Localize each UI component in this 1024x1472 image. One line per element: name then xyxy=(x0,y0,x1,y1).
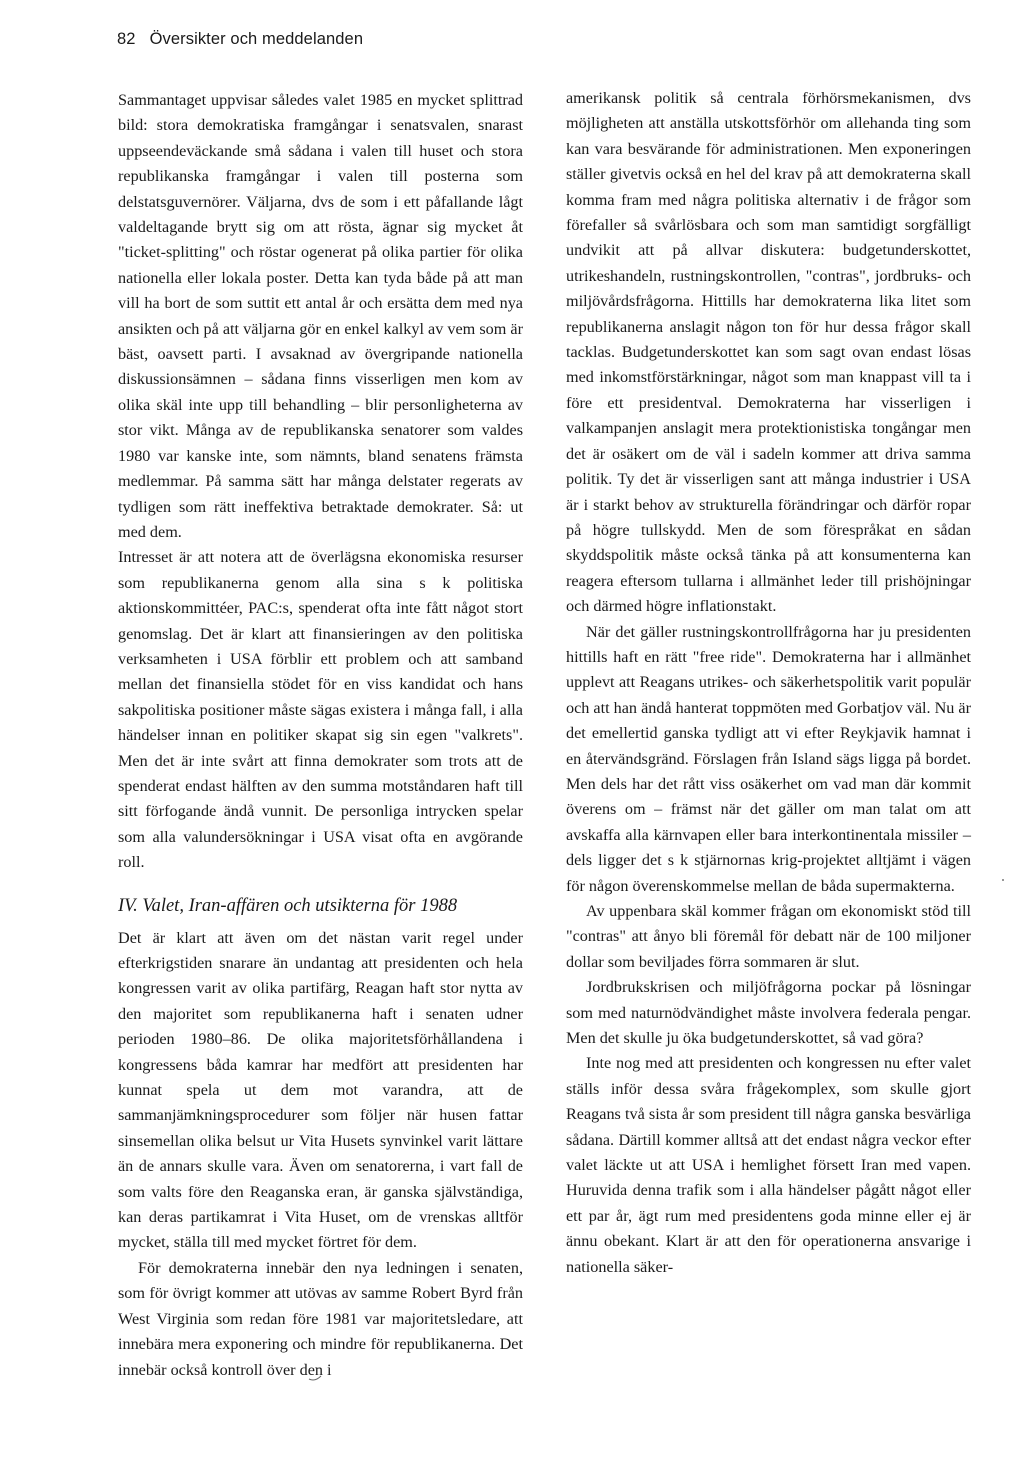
left-column xyxy=(118,88,523,1383)
section-title: Översikter och meddelanden xyxy=(149,30,364,48)
paragraph: Av uppenbara skäl kommer frågan om ekonomiskt stöd till "contras" att ånyo bli föremål för debatt när de 100 miljoner dollar som beviljades förra sommaren är slut. xyxy=(566,902,971,971)
paragraph: Inte nog med att presidenten och kongressen nu efter valet ställs inför dessa svåra frågekomplex, som skulle gjort Reagans två sista år som president till några ganska besvärliga sådana. Därtill kommer alltså att det endast några veckor efter valet läckte ut att USA i hemlighet försett Iran med vapen. Huruvida denna trafik som i alla händelser pågått något eller ett par år, ägt rum med presidentens goda minne eller ej är ännu obekant. Klart är att den för operationerna ansvarige i nationella säker- xyxy=(566,1054,971,1276)
right-column xyxy=(566,86,971,1280)
running-head xyxy=(117,30,363,49)
scan-mark xyxy=(308,1374,322,1385)
paragraph: Det är klart att även om det nästan varit regel under efterkrigstiden snarare än undantag att presidenten och hela kongressen varit av olika partifärg, Reagan haft stor nytta av den majoritet som republikanerna haft i senaten udner perioden 1980–86. De olika majoritetsförhållandena i kongressens båda kamrar har medfört att presidenten har kunnat spela ut dem mot varandra, att de sammanjämkningsprocedurer som följer när husen fattar sinsemellan olika belsut ur Vita Husets synvinkel varit lättare än de annars skulle vara. Även om senatorerna, i vart fall de som valts före den Reaganska eran, är ganska självständiga, kan deras partikamrat i Vita Huset, om de vrenskas alltför mycket, ställa till med mycket förtret för dem. xyxy=(118,928,523,1252)
paragraph: Jordbrukskrisen och miljöfrågorna pockar på lösningar som med naturnödvändighet måste involvera federala pengar. Men det skulle ju öka budgetunderskottet, så vad göra? xyxy=(566,978,971,1048)
paragraph: För demokraterna innebär den nya ledningen i senaten, som för övrigt kommer att utövas av samme Robert Byrd från West Virginia som redan före 1981 var majoritetsledare, att innebära mera exponering och mindre för republikanerna. Det innebär också kontroll över den i xyxy=(118,1258,523,1379)
page-number: 82 xyxy=(117,30,136,48)
paragraph: amerikansk politik så centrala förhörsmekanismen, dvs möjligheten att anställa utskottsförhör om allehanda ting som kan vara besvärande för administrationen. Men exponeringen ställer givetvis också en hel del krav på att demokraterna skall komma fram med några politiska alternativ i de frågor som förefaller så svårlösbara och som man samtidigt sorgfälligt undvikit att på allvar diskutera: budgetunderskottet, utrikeshandeln, rustningskontrollen, "contras", jordbruks- och miljövårdsfrågorna. Hittills har demokraterna lika litet som republikanerna anslagit någon ton för hur dessa frågor skall tacklas. Budgetunderskottet kan som sagt ovan endast lösas med inkomstförstärkningar, något som man knappast vill ta i före ett presidentval. Demokraterna har visserligen i valkampanjen anslagit mera protektionistiska tongångar men det är osäkert om de väl i sadeln kommer att driva samma politik. Ty det är visserligen sant att många industrier i USA är i starkt behov av strukturella förändringar och därför ropar på högre tullskydd. Men de som förespråkat en sådan skyddspolitik måste också tänka på att konsumenterna kan reagera eftersom tullarna i allmänhet leder till prishöjningar och därmed högre inflationstakt. xyxy=(566,89,971,616)
scan-speck xyxy=(1000,870,1006,888)
paragraph: Sammantaget uppvisar således valet 1985 en mycket splittrad bild: stora demokratiska framgångar i senatsvalen, snarast uppseendeväckande små sådana i valen till huset och stora republikanska framgångar i valen till posterna som delstatsguvernörer. Väljarna, dvs de som i ett påfallande lågt valdeltagande brytt sig om att rösta, ägnar sig mycket åt "ticket-splitting" och röstar ogenerat på olika partier för olika nationella eller lokala poster. Detta kan tyda både på att man vill ha bort de som suttit ett antal år och ersätta dem med nya ansikten och på att väljarna gör en enkel kalkyl av vem som är bäst, oavsett parti. I avsaknad av övergripande nationella diskussionsämnen – sådana finns visserligen men kom av olika skäl inte upp till behandling – blir personligheterna av stor vikt. Många av de republikanska senatorer som valdes 1980 var kanske inte, som nämnts, bland senatens främsta medlemmar. På samma sätt har många delstater regerats av tydligen som rätt ineffektiva betraktade demokrater. Så: ut med dem. xyxy=(118,91,523,541)
section-heading: IV. Valet, Iran-affären och utsikterna för 1988 xyxy=(118,895,458,916)
paragraph: Intresset är att notera att de överlägsna ekonomiska resurser som republikanerna genom alla sina s k politiska aktionskommittéer, PAC:s, spenderat ofta inte fått något stort genomslag. Det är klart att finansieringen av den politiska verksamheten i USA förblir ett problem och att samband mellan det finansiella stödet för en viss kandidat och hans sakpolitiska positioner måste sägas existera i många fall, i alla händelser innan en politiker skapat sig sin egen "valkrets". Men det är inte svårt att finna demokrater som trots att de spenderat endast hälften av den summa motståndaren haft till sitt förfogande ändå vunnit. De personliga intrycken spelar som alla valundersökningar i USA visat ofta en avgörande roll. xyxy=(118,548,523,872)
paragraph: När det gäller rustningskontrollfrågorna har ju presidenten hittills haft en rätt "free ride". Demokraterna har i allmänhet upplevt att Reagans utrikes- och säkerhetspolitik varit populär och att han ändå hanterat toppmöten med Gorbatjov väl. Nu är det emellertid ganska tydligt att vi efter Reykjavik hamnat i en återvändsgränd. Förslagen från Island sägs ligga på bordet. Men dels har det rått viss osäkerhet om vad man där kommit överens om – främst när det gäller om man talat om att avskaffa alla kärnvapen eller bara interkontinentala missiler – dels ligger det s k stjärnornas krig-projektet alltjämt i vägen för någon överenskommelse mellan de båda supermakterna. xyxy=(566,622,972,895)
